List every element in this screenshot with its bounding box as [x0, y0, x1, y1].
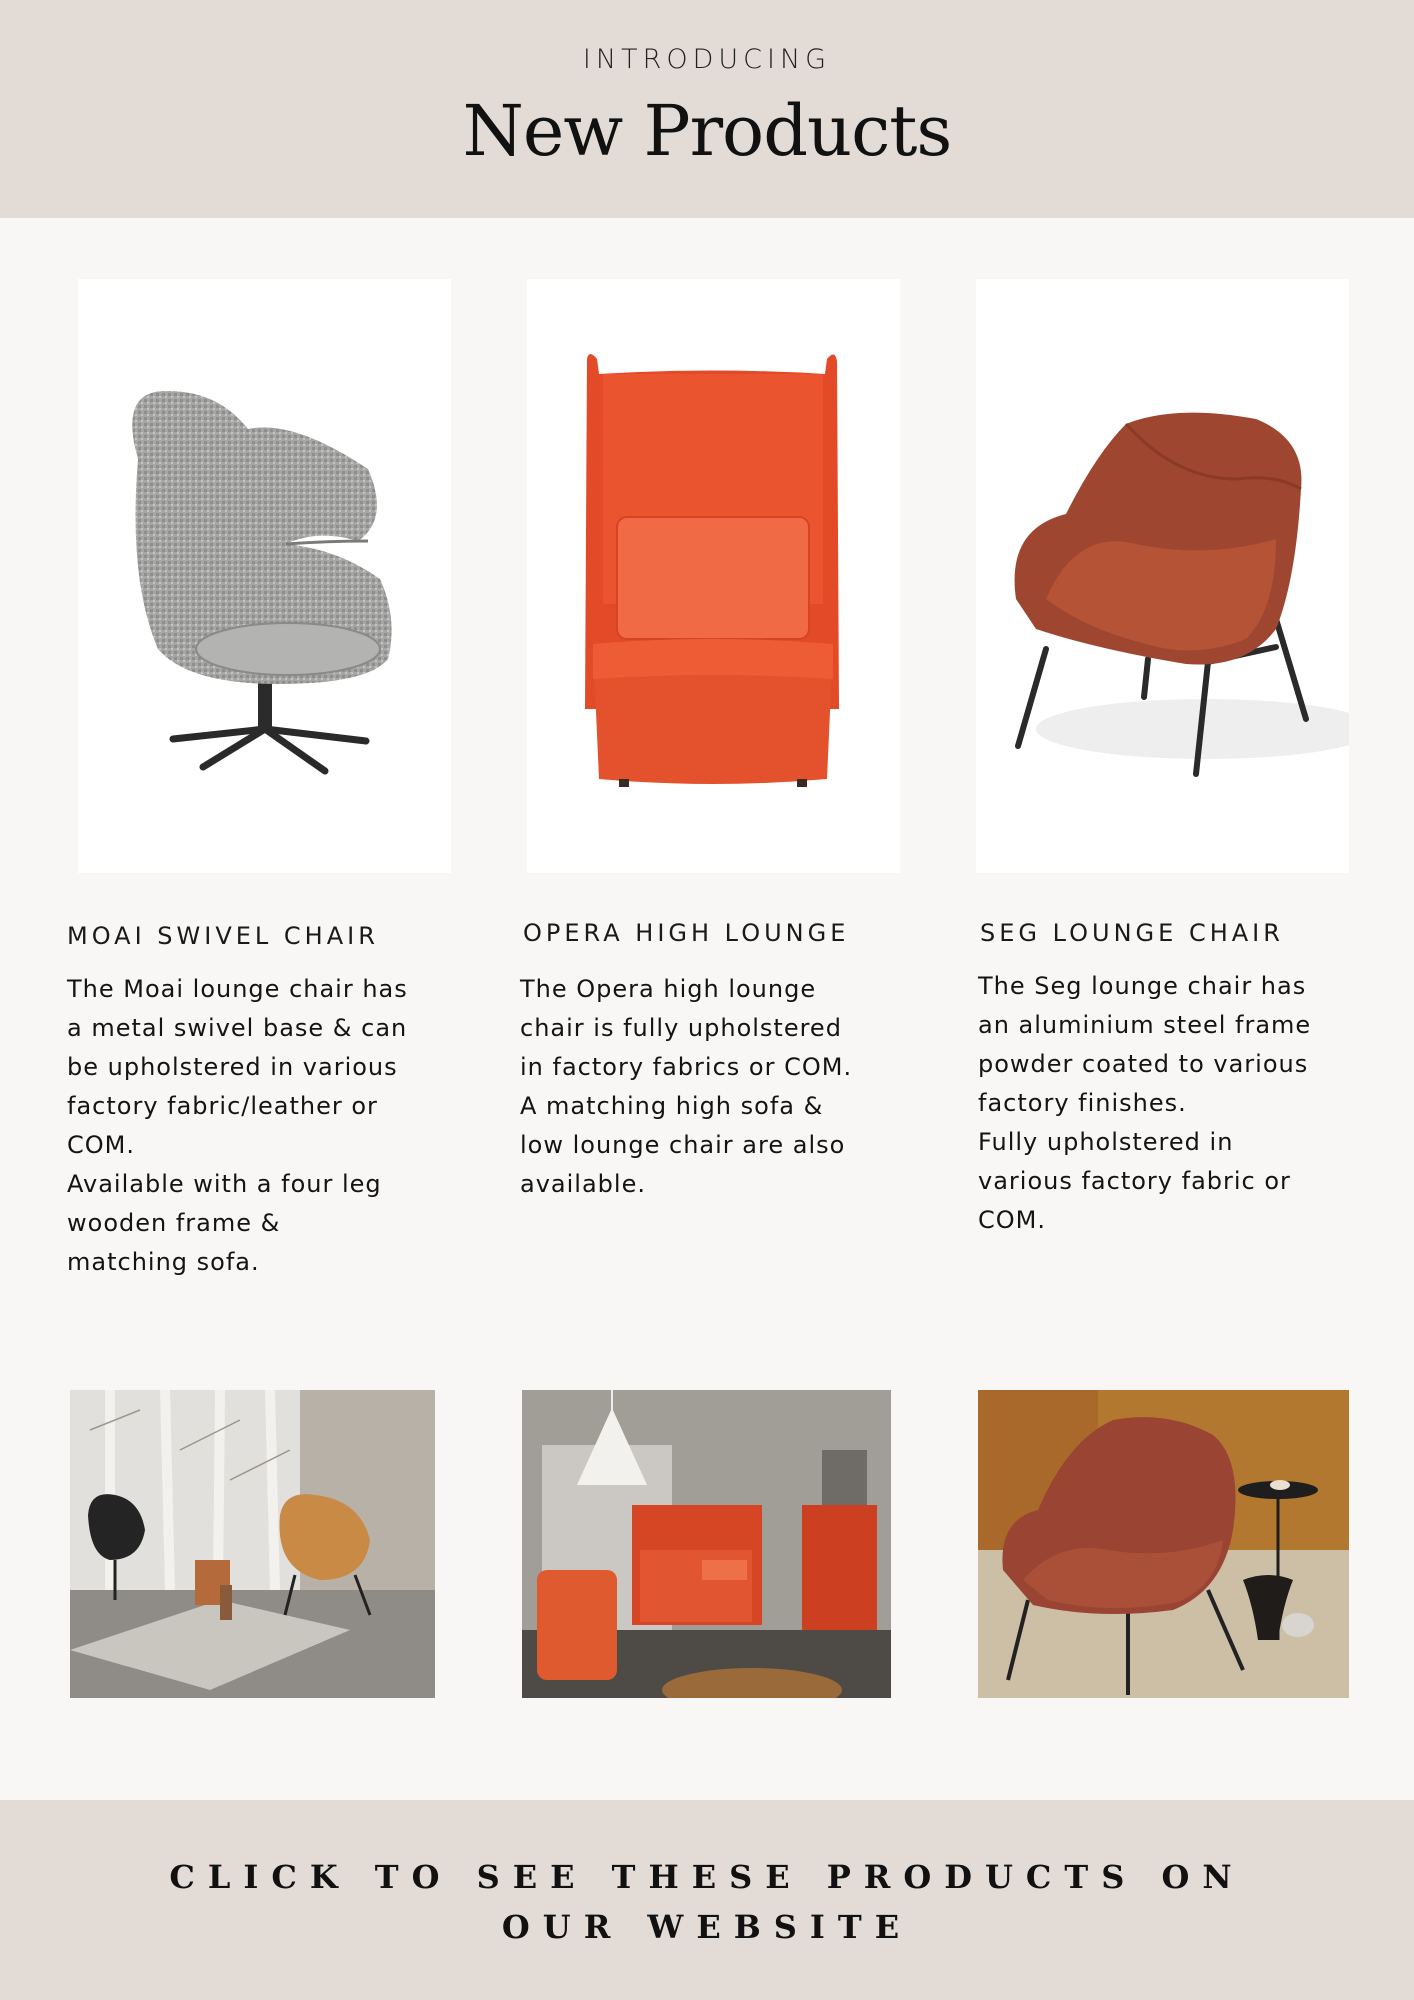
- moai-chair-image: [78, 279, 451, 873]
- opera-chair-illustration: [527, 279, 900, 873]
- product-name-moai: MOAI SWIVEL CHAIR: [67, 922, 379, 950]
- opera-scene-photo: [522, 1390, 891, 1698]
- opera-scene-illustration: [522, 1390, 891, 1698]
- header-band: [0, 0, 1414, 218]
- product-name-seg: SEG LOUNGE CHAIR: [980, 919, 1284, 947]
- product-desc-moai: The Moai lounge chair has a metal swivel base & can be upholstered in various factory fabric/leather or COM. Available with a four leg wooden frame & matching sofa.: [67, 975, 408, 1276]
- moai-chair-illustration: [78, 279, 451, 873]
- website-cta-link[interactable]: CLICK TO SEE THESE PRODUCTS ON OUR WEBSITE: [169, 1858, 1245, 1946]
- footer-band: [0, 1800, 1414, 2000]
- seg-chair-illustration: [976, 279, 1349, 873]
- product-desc-seg: The Seg lounge chair has an aluminium steel frame powder coated to various factory finishes. Fully upholstered in various factory fabric or COM.: [978, 972, 1312, 1234]
- opera-chair-image: [527, 279, 900, 873]
- product-desc-opera: The Opera high lounge chair is fully upholstered in factory fabrics or COM. A matching high sofa & low lounge chair are also available.: [520, 975, 853, 1198]
- page-title: New Products: [462, 90, 952, 172]
- product-name-opera: OPERA HIGH LOUNGE: [523, 919, 850, 947]
- moai-scene-photo: [70, 1390, 435, 1698]
- seg-scene-photo: [978, 1390, 1349, 1698]
- seg-chair-image: [976, 279, 1349, 873]
- header-kicker: INTRODUCING: [582, 44, 832, 75]
- seg-scene-illustration: [978, 1390, 1349, 1698]
- moai-scene-illustration: [70, 1390, 435, 1698]
